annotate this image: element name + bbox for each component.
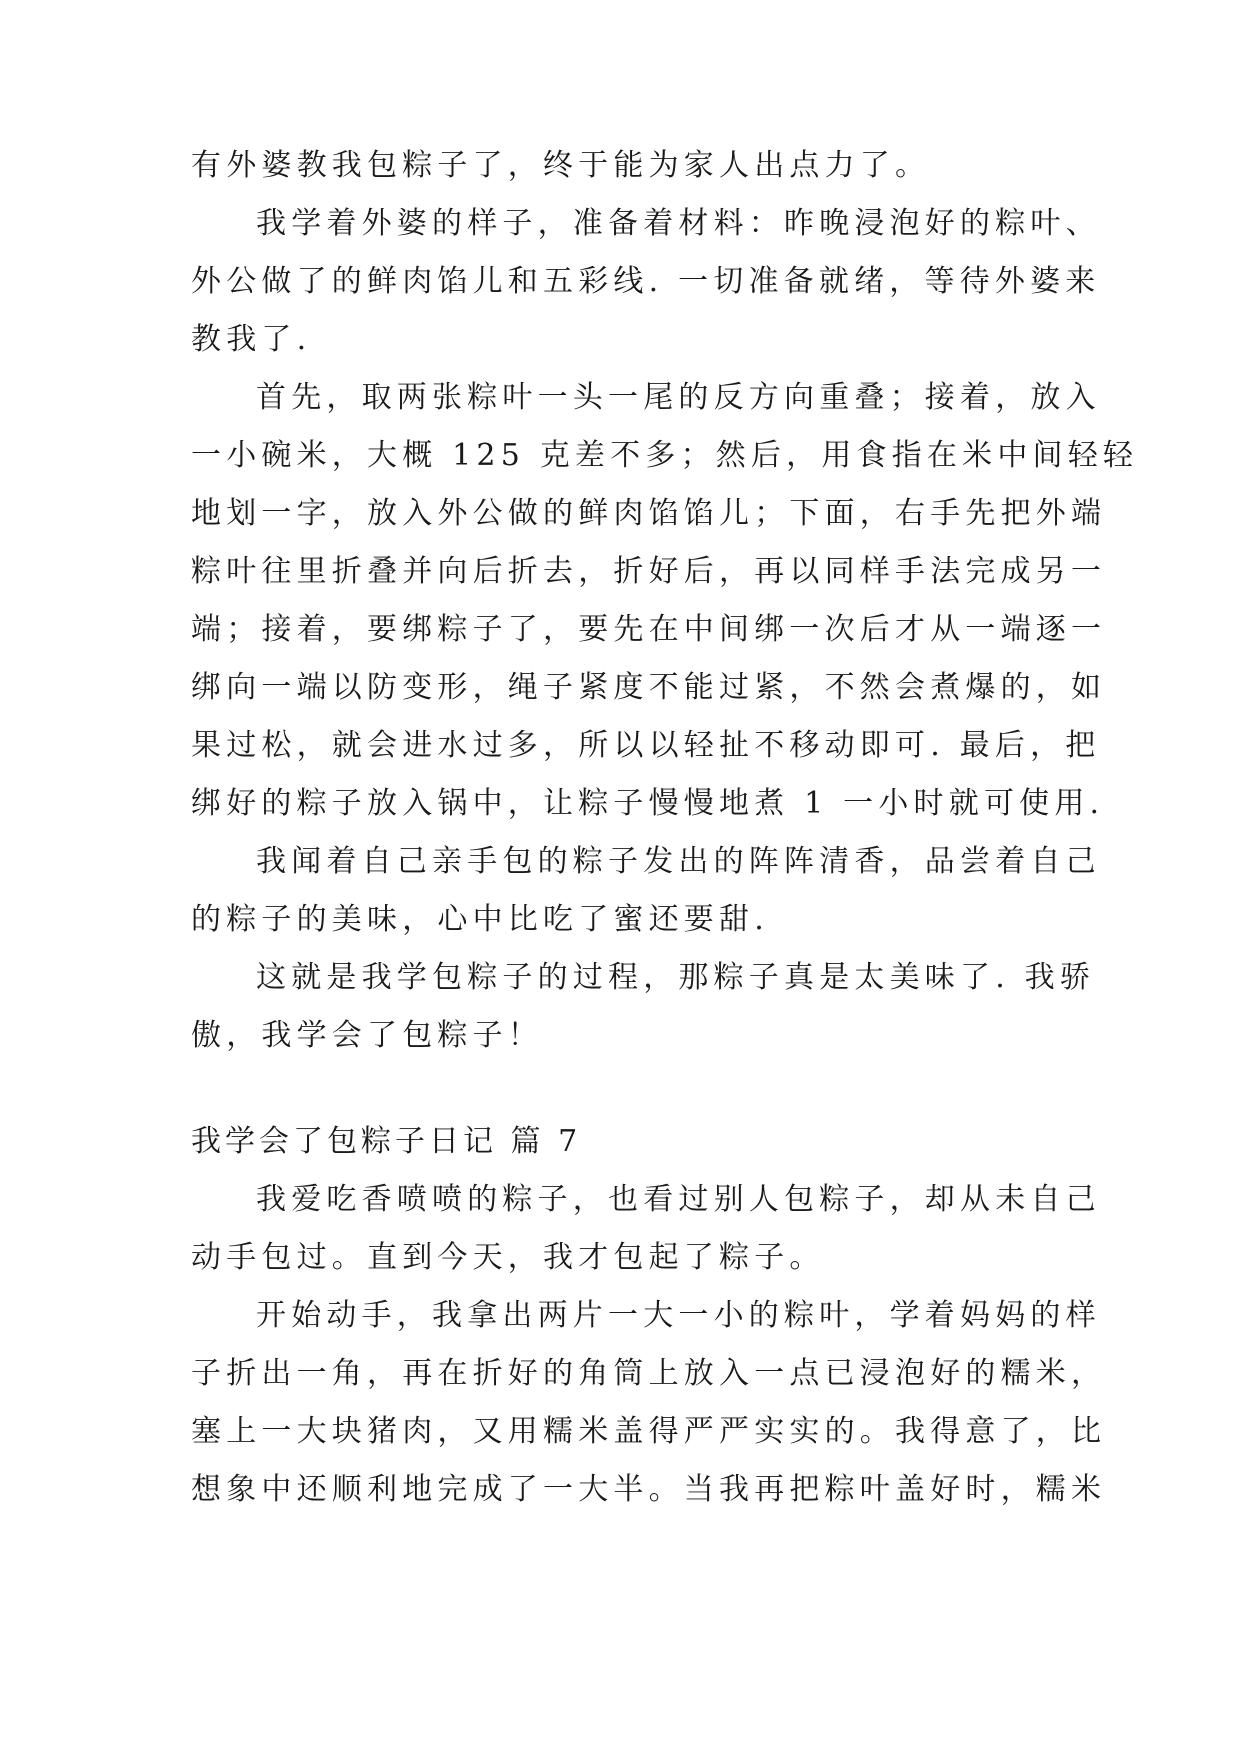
text-line: 开始动手，我拿出两片一大一小的粽叶，学着妈妈的样 xyxy=(256,1298,1101,1333)
text-line: 傲，我学会了包粽子！ xyxy=(191,1018,543,1053)
text-line: 子折出一角，再在折好的角筒上放入一点已浸泡好的糯米， xyxy=(191,1356,1107,1391)
text-line: 绑好的粽子放入锅中，让粽子慢慢地煮 1 一小时就可使用. xyxy=(191,786,1105,821)
text-line: 一小碗米，大概 125 克差不多；然后，用食指在米中间轻轻 xyxy=(191,438,1139,473)
text-line: 粽叶往里折叠并向后折去，折好后，再以同样手法完成另一 xyxy=(191,554,1107,589)
text-line: 地划一字，放入外公做的鲜肉馅馅儿；下面，右手先把外端 xyxy=(191,496,1107,531)
text-line: 动手包过。直到今天，我才包起了粽子。 xyxy=(191,1240,825,1275)
text-line: 果过松，就会进水过多，所以以轻扯不移动即可. 最后，把 xyxy=(191,728,1101,763)
text-line: 我闻着自己亲手包的粽子发出的阵阵清香，品尝着自己 xyxy=(256,844,1101,879)
text-line: 教我了. xyxy=(191,322,312,357)
text-line: 端；接着，要绑粽子了，要先在中间绑一次后才从一端逐一 xyxy=(191,612,1107,647)
section-heading: 我学会了包粽子日记 篇 7 xyxy=(191,1124,582,1159)
text-line: 塞上一大块猪肉，又用糯米盖得严严实实的。我得意了，比 xyxy=(191,1414,1107,1449)
text-line: 这就是我学包粽子的过程，那粽子真是太美味了. 我骄 xyxy=(256,960,1096,995)
text-line: 首先，取两张粽叶一头一尾的反方向重叠；接着，放入 xyxy=(256,380,1101,415)
text-line: 绑向一端以防变形，绳子紧度不能过紧，不然会煮爆的，如 xyxy=(191,670,1107,705)
text-line: 想象中还顺利地完成了一大半。当我再把粽叶盖好时，糯米 xyxy=(191,1472,1107,1507)
text-line: 的粽子的美味，心中比吃了蜜还要甜. xyxy=(191,902,769,937)
text-line: 我学着外婆的样子，准备着材料：昨晚浸泡好的粽叶、 xyxy=(256,206,1101,241)
text-line: 外公做了的鲜肉馅儿和五彩线. 一切准备就绪，等待外婆来 xyxy=(191,264,1101,299)
text-line: 我爱吃香喷喷的粽子，也看过别人包粽子，却从未自己 xyxy=(256,1182,1101,1217)
text-line: 有外婆教我包粽子了，终于能为家人出点力了。 xyxy=(191,148,931,183)
